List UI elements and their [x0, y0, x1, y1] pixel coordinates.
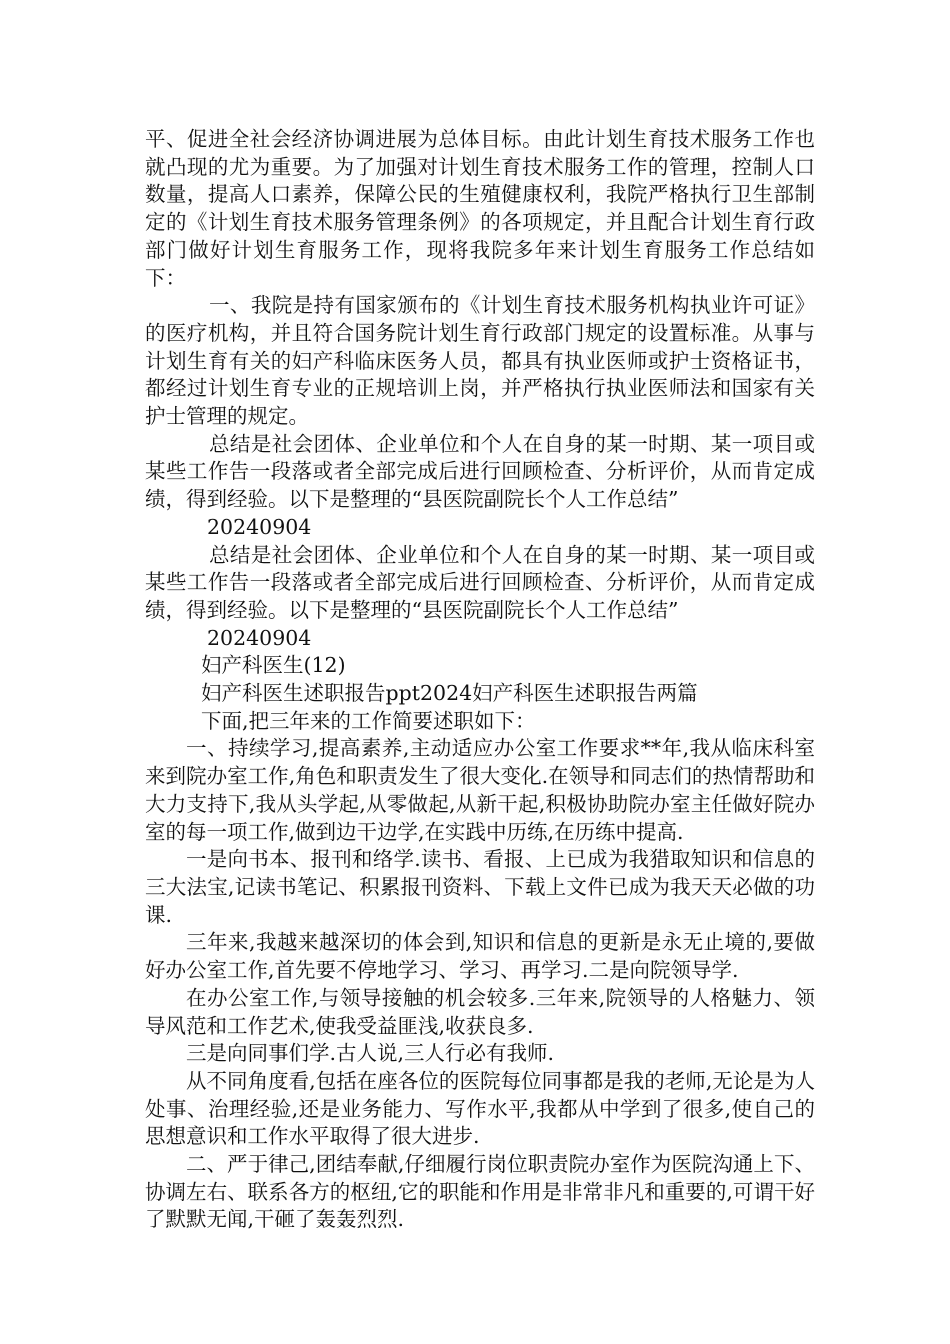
paragraph-summary-note-repeat: 总结是社会团体、企业单位和个人在自身的某一时期、某一项目或某些工作告一段落或者全部完成后进行回顾检查、分析评价，从而肯定成绩，得到经验。以下是整理的“县医院副院长个人工作总结”: [145, 542, 815, 622]
paragraph-point-one: 一、持续学习,提高素养,主动适应办公室工作要求**年,我从临床科室来到院办室工作,角色和职责发生了很大变化.在领导和同志们的热情帮助和大力支持下,我从头学起,从零做起,从新干起,积极协助院办室主任做好院办室的每一项工作,做到边干边学,在实践中历练,在历练中提高.: [145, 736, 815, 844]
paragraph-heading-report: 妇产科医生述职报告ppt2024妇产科医生述职报告两篇: [201, 681, 698, 706]
paragraph-date: 20240904: [207, 514, 312, 539]
paragraph-intro: 平、促进全社会经济协调进展为总体目标。由此计划生育技术服务工作也就凸现的尤为重要。为了加强对计划生育技术服务工作的管理，控制人口数量，提高人口素养，保障公民的生殖健康权利，我院严格执行卫生部制定的《计划生育技术服务管理条例》的各项规定，并且配合计划生育行政部门做好计划生育服务工作，现将我院多年来计划生育服务工作总结如下：: [145, 127, 815, 290]
paragraph-office-work: 在办公室工作,与领导接触的机会较多.三年来,院领导的人格魅力、领导风范和工作艺术,使我受益匪浅,收获良多.: [145, 985, 815, 1038]
paragraph-heading-doctor: 妇产科医生(12): [201, 653, 346, 678]
paragraph-lead-in: 下面,把三年来的工作简要述职如下：: [201, 708, 536, 733]
paragraph-learn-leaders: 三年来,我越来越深切的体会到,知识和信息的更新是永无止境的,要做好办公室工作,首先要不停地学习、学习、再学习.二是向院领导学.: [145, 930, 815, 983]
paragraph-colleagues-teachers: 从不同角度看,包括在座各位的医院每位同事都是我的老师,无论是为人处事、治理经验,还是业务能力、写作水平,我都从中学到了很多,使自己的思想意识和工作水平取得了很大进步.: [145, 1068, 815, 1149]
paragraph-date-repeat: 20240904: [207, 625, 312, 650]
paragraph-section-one: 一、我院是持有国家颁布的《计划生育技术服务机构执业许可证》的医疗机构，并且符合国务院计划生育行政部门规定的设置标准。从事与计划生育有关的妇产科临床医务人员，都具有执业医师或护士资格证书，都经过计划生育专业的正规培训上岗，并严格执行执业医师法和国家有关护士管理的规定。: [145, 293, 815, 429]
paragraph-learn-books: 一是向书本、报刊和络学.读书、看报、上已成为我猎取知识和信息的三大法宝,记读书笔记、积累报刊资料、下载上文件已成为我天天必做的功课.: [145, 847, 815, 927]
paragraph-learn-colleagues: 三是向同事们学.古人说,三人行必有我师.: [186, 1041, 555, 1066]
paragraph-point-two: 二、严于律己,团结奉献,仔细履行岗位职责院办室作为医院沟通上下、协调左右、联系各方的枢纽,它的职能和作用是非常非凡和重要的,可谓干好了默默无闻,干砸了轰轰烈烈.: [145, 1152, 815, 1232]
paragraph-summary-note: 总结是社会团体、企业单位和个人在自身的某一时期、某一项目或某些工作告一段落或者全部完成后进行回顾检查、分析评价，从而肯定成绩，得到经验。以下是整理的“县医院副院长个人工作总结”: [145, 431, 815, 512]
document-body: [145, 126, 815, 1234]
